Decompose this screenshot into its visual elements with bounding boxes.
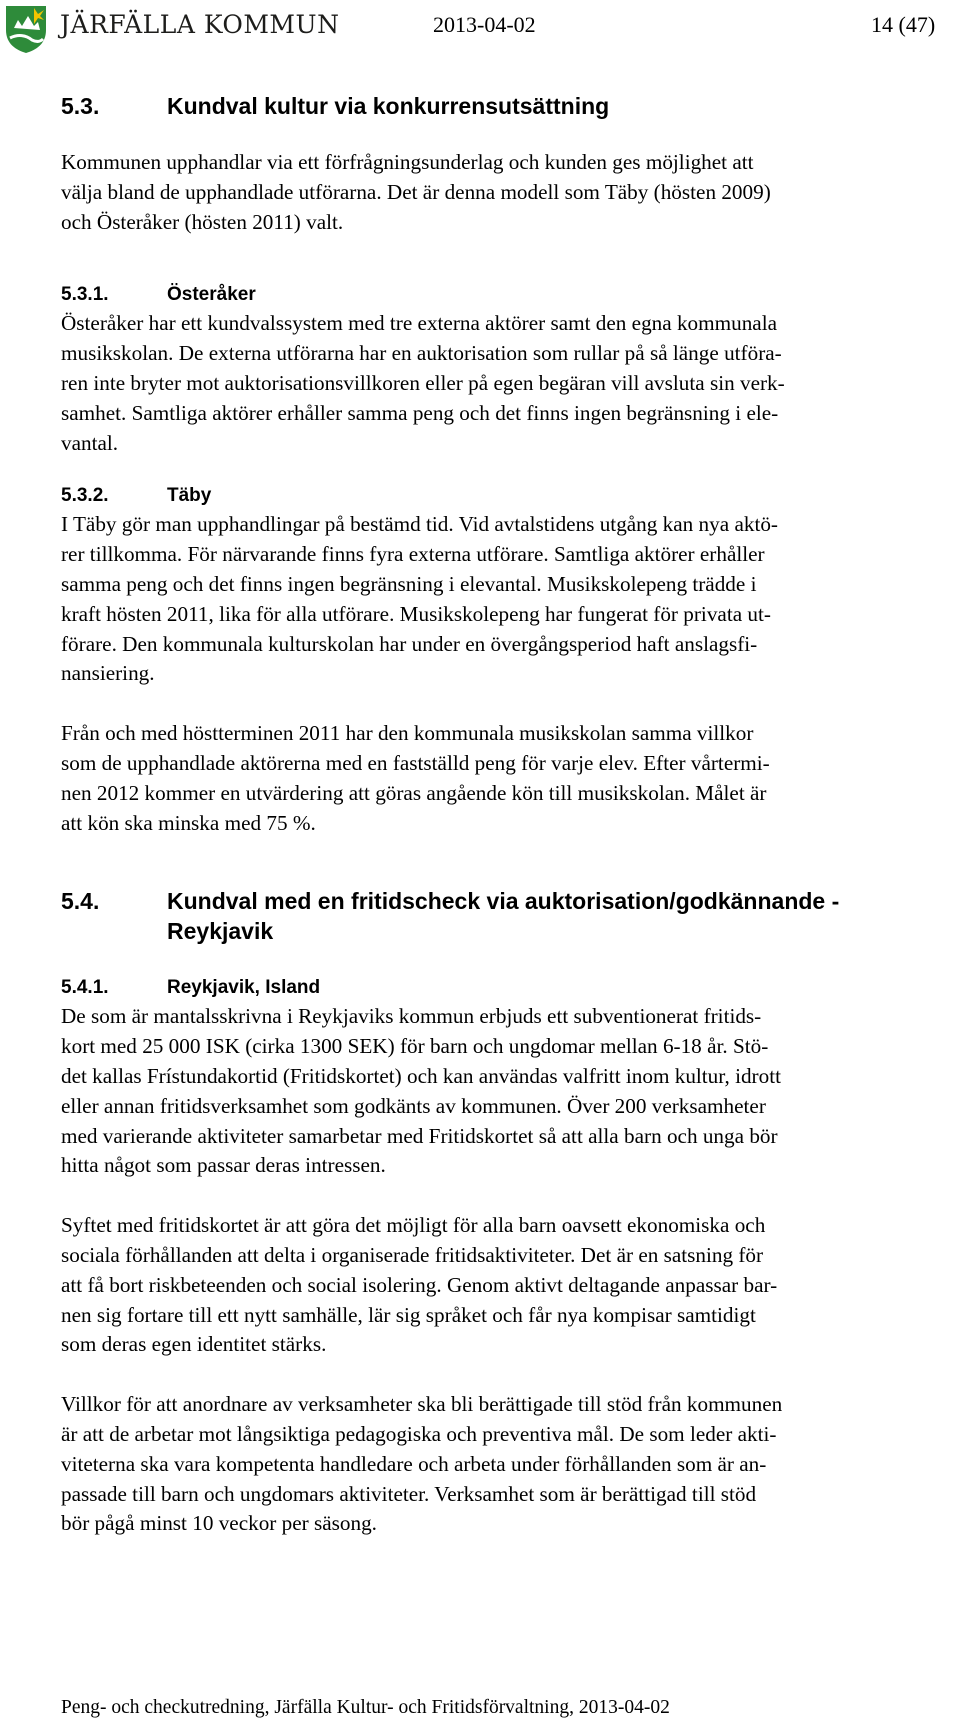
section-heading-5-3-2	[61, 482, 957, 510]
section-title: Österåker	[167, 284, 256, 306]
document-body	[61, 91, 957, 1539]
paragraph-line: hitta något som passar deras intressen.	[61, 1153, 386, 1178]
header-date: 2013-04-02	[433, 12, 536, 37]
paragraph-line: det kallas Frístundakortid (Fritidskortet) och kan användas valfritt inom kultur, idrott	[61, 1063, 781, 1088]
paragraph-line: kraft hösten 2011, lika för alla utförare. Musikskolepeng har fungerat för privata ut-	[61, 601, 771, 626]
section-title-continued: Reykjavik	[167, 918, 274, 945]
section-title: Täby	[167, 485, 212, 507]
section-title: Kundval kultur via konkurrensutsättning	[167, 93, 610, 119]
paragraph-line: I Täby gör man upphandlingar på bestämd tid. Vid avtalstidens utgång kan nya aktö-	[61, 512, 778, 537]
paragraph-line: bör pågå minst 10 veckor per säsong.	[61, 1511, 377, 1536]
section-number: 5.3.1.	[61, 284, 109, 306]
org-name: JÄRFÄLLA KOMMUN	[60, 10, 340, 39]
paragraph-line: som de upphandlade aktörerna med en fastställd peng för varje elev. Efter vårtermi-	[61, 750, 770, 775]
paragraph-line: Österåker har ett kundvalssystem med tre externa aktörer samt den egna kommunala	[61, 311, 777, 336]
paragraph-line: vantal.	[61, 430, 119, 455]
paragraph-line: sociala förhållanden att delta i organiserade fritidsaktiviteter. Det är en satsning för	[61, 1242, 764, 1267]
section-number: 5.3.2.	[61, 485, 109, 507]
paragraph-line: nen sig fortare till ett nytt samhälle, lär sig språket och får nya kompisar samtidigt	[61, 1302, 756, 1327]
section-heading-5-3-1	[61, 281, 957, 309]
coat-of-arms-logo	[4, 4, 48, 54]
paragraph-line: nen 2012 kommer en utvärdering att göras angående kön till musikskolan. Målet är	[61, 780, 767, 805]
section-heading-5-4	[61, 886, 957, 916]
page-header	[0, 0, 960, 60]
section-heading-5-4-1	[61, 974, 957, 1002]
section-number: 5.3.	[61, 93, 100, 119]
page-number: 14 (47)	[871, 12, 936, 37]
paragraph-line: De som är mantalsskrivna i Reykjaviks kommun erbjuds ett subventionerat fritids-	[61, 1004, 762, 1029]
section-number: 5.4.	[61, 888, 100, 915]
paragraph-line: som deras egen identitet stärks.	[61, 1332, 327, 1357]
paragraph-line: att få bort riskbeteenden och social isolering. Genom aktivt deltagande anpassar bar-	[61, 1272, 778, 1297]
paragraph-line: musikskolan. De externa utförarna har en auktorisation som rullar på så länge utföra-	[61, 341, 782, 366]
paragraph-line: rer tillkomma. För närvarande finns fyra externa utförare. Samtliga aktörer erhåller	[61, 542, 765, 567]
section-heading-5-3	[61, 91, 957, 121]
paragraph-line: med varierande aktiviteter samarbetar med Fritidskortet så att alla barn och unga bör	[61, 1123, 778, 1148]
paragraph-line: välja bland de upphandlade utförarna. Det är denna modell som Täby (hösten 2009)	[61, 179, 771, 204]
paragraph-line: ren inte bryter mot auktorisationsvillkoren eller på egen begäran vill avsluta sin verk-	[61, 370, 785, 395]
paragraph-line: Kommunen upphandlar via ett förfrågningsunderlag och kunden ges möjlighet att	[61, 150, 754, 174]
paragraph-line: Syftet med fritidskortet är att göra det möjligt för alla barn oavsett ekonomiska och	[61, 1213, 766, 1238]
paragraph-line: kort med 25 000 ISK (cirka 1300 SEK) för barn och ungdomar mellan 6-18 år. Stö-	[61, 1034, 769, 1059]
paragraph-line: Från och med höstterminen 2011 har den kommunala musikskolan samma villkor	[61, 721, 754, 746]
paragraph-line: Villkor för att anordnare av verksamheter ska bli berättigade till stöd från kommunen	[61, 1392, 783, 1417]
paragraph-line: samma peng och det finns ingen begränsning i elevantal. Musikskolepeng trädde i	[61, 571, 757, 596]
section-title: Reykjavik, Island	[167, 977, 321, 999]
paragraph-line: och Österåker (hösten 2011) valt.	[61, 209, 344, 234]
paragraph-line: förare. Den kommunala kulturskolan har under en övergångsperiod haft anslagsfi-	[61, 631, 758, 656]
page-footer: Peng- och checkutredning, Järfälla Kultur- och Fritidsförvaltning, 2013-04-02	[61, 1697, 670, 1718]
paragraph-line: passade till barn och ungdomars aktiviteter. Verksamhet som är berättigad till stöd	[61, 1481, 757, 1506]
section-number: 5.4.1.	[61, 977, 109, 999]
paragraph-line: eller annan fritidsverksamhet som godkänts av kommunen. Över 200 verksamheter	[61, 1093, 766, 1118]
paragraph-line: samhet. Samtliga aktörer erhåller samma peng och det finns ingen begränsning i ele-	[61, 400, 779, 425]
section-heading-5-4-cont	[61, 916, 957, 946]
paragraph-line: viteterna ska vara kompetenta handledare och arbeta under förhållanden som är an-	[61, 1451, 767, 1476]
paragraph-line: att kön ska minska med 75 %.	[61, 810, 316, 835]
paragraph-line: nansiering.	[61, 661, 155, 686]
paragraph-line: är att de arbetar mot långsiktiga pedagogiska och preventiva mål. De som leder akti-	[61, 1421, 777, 1446]
section-title: Kundval med en fritidscheck via auktorisation/godkännande -	[167, 888, 840, 915]
